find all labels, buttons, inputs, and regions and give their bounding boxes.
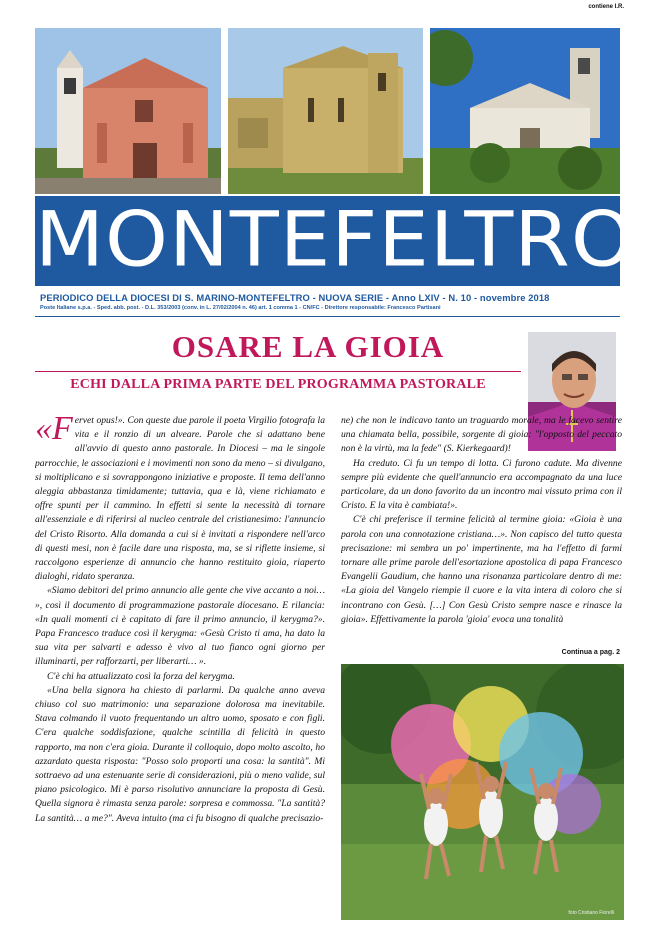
postal-info: Poste Italiane s.p.a. - Sped. abb. post. - D.L. 353/2003 (conv. in L. 27/02/2004 n. 46) art. 1 comma 1 - CN/FC - Direttore responsabile: Francesco Partisani (40, 305, 441, 311)
headline-rule (35, 371, 521, 372)
church-photo-1 (35, 28, 221, 194)
paragraph: C'è chi ha attualizzato così la forza del kerygma. (47, 670, 235, 682)
headline: OSARE LA GIOIA (171, 329, 445, 364)
paragraph: ne) che non le indicavo tanto un traguardo morale, ma le facevo sentire una chiamata bella, possibile, sorgente di gioia: "l'opposto del peccato non è la virtù, ma la fede" (S. Kierkegaard)! (341, 415, 622, 455)
kicker: ECHI DALLA PRIMA PARTE DEL PROGRAMMA PASTORALE (70, 377, 486, 392)
paragraph: ervet opus!». Con queste due parole il poeta Virgilio fotografa la vita e il ronzio di un alveare. Parole che si adattano bene all'avvio di questo anno pastorale. In Diocesi – ma le singole parrocchie, le associazioni e i movimenti non sono da meno – si divulgano, si moltiplicano e si sovrappongono iniziative e proposte. Il tema dell'anno aleggia abbastanza timidamente; tuttavia, qua e là, viene richiamato e offre spunti per il cammino. In effetti si sente la necessità di tornare all'essenziale e di riferirsi al nucleo centrale del cristianesimo: l'annuncio del Cristo Risorto. Alla domanda a cui si è invitati a rispondere nell'arco di questi mesi, non è facile dare una risposta, ma, se si riflette insieme, si raccolgono esperienze di annuncio che hanno restituito gioia, riaperto dialoghi, ridato speranza. (35, 415, 325, 583)
photo-credit: foto Cristiano Fiorelli (568, 910, 614, 916)
continue-link[interactable]: Continua a pag. 2 (561, 649, 620, 656)
masthead-title: MONTEFELTRO (35, 195, 635, 284)
dropcap: «F (35, 414, 73, 447)
paragraph: Ha creduto. Ci fu un tempo di lotta. Ci furono cadute. Ma divenne sempre più evidente che quell'annuncio era accompagnato da una luce particolare, da un dono favorito da un incontro mai vissuto prima con il Cristo. E la vita è cambiata!». (341, 457, 622, 512)
top-note: contiene I.R. (588, 4, 624, 10)
church-photo-3 (430, 28, 620, 194)
article-column-2 (341, 414, 622, 644)
header-photos (35, 28, 620, 194)
joy-photo (341, 664, 624, 920)
paragraph: C'è chi preferisce il termine felicità al termine gioia: «Gioia è una parola con una connotazione cristiana…». Non capisco del tutto questa precisazione: mi sembra un po' impertinente, ma ha l'effetto di farmi tornare alle prime parole dell'esortazione apostolica di papa Francesco Evangelii Gaudium, che hanno una risonanza particolare dentro di me: «La gioia del Vangelo riempie il cuore e la vita intera di coloro che si incontrano con Gesù. […] Con Gesù Cristo sempre nasce e rinasce la gioia». Effettivamente la parola 'gioia' evoca una tonalità (341, 514, 622, 625)
masthead-subtitle: PERIODICO DELLA DIOCESI DI S. MARINO-MONTEFELTRO - NUOVA SERIE - Anno LXIV - N. 10 - novembre 2018 (40, 292, 550, 303)
masthead-banner (35, 195, 635, 286)
church-photo-2 (228, 28, 423, 194)
paragraph: «Una bella signora ha chiesto di parlarmi. Da qualche anno aveva chiuso col suo matrimonio: una separazione dolorosa ma inevitabile. Stava colmando il vuoto frequentando un altro uomo, sposato e con figli. C'era qualche soddisfazione, qualche scintilla di felicità in questo rapporto, ma non c'era gioia. Durante il colloquio, dopo molto ascolto, ho azzardato questa risposta: "Posso solo proporti una cosa: la santità". Mi sottraevo ad una estenuante serie di considerazioni, più o meno valide, sul piano psicologico. Mi è parso risolutivo annunciare la proposta di Gesù. Quella signora è rimasta senza parole: sorpresa e commossa. "La santità? La santità… a me?". Aveva intuito (ma ci fu bisogno di qualche precisazio- (35, 684, 325, 824)
article-column-1 (35, 414, 325, 914)
divider (35, 316, 620, 317)
paragraph: «Siamo debitori del primo annuncio alle gente che vive accanto a noi… », così il documento di programmazione pastorale diocesano. E rilancia: «In quali momenti ci è capitato di fare il primo annuncio, il kerygma?». Papa Francesco traduce così il kerygma: «Gesù Cristo ti ama, ha dato la sua vita per salvarti e adesso è vivo al tuo fianco ogni giorno per illuminarti, per rafforzarti, per liberarti… ». (35, 585, 325, 668)
